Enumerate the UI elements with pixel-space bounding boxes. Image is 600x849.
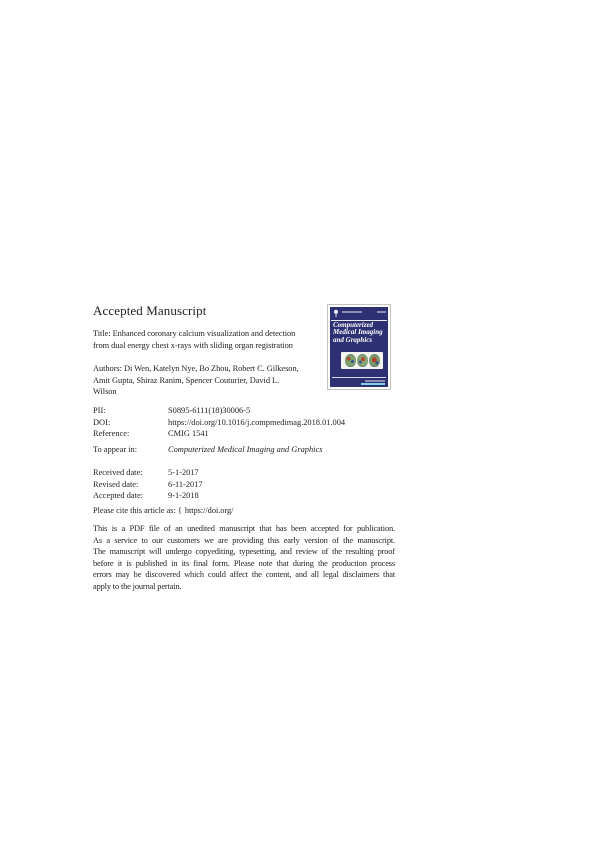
article-title-line: from dual energy chest x-rays with sliding organ registration [93, 340, 293, 350]
cover-header-text-bar [342, 311, 362, 313]
article-title [93, 328, 295, 351]
pii-value: S0895-6111(18)30006-5 [168, 406, 251, 415]
page-title: Accepted Manuscript [93, 303, 207, 318]
reference-label: Reference: [93, 429, 130, 438]
cover-brain-scan-panel [341, 352, 383, 369]
revised-date-value: 6-11-2017 [168, 479, 203, 489]
article-title-line: Title: Enhanced coronary calcium visualization and detection [93, 329, 296, 338]
accepted-date-value: 9-1-2018 [168, 491, 199, 500]
disclaimer-line: apply to the journal pertain. [93, 581, 182, 591]
cover-issue-text-bar [377, 311, 386, 313]
cover-divider [332, 377, 386, 378]
brain-scan-thumbnail [345, 354, 356, 367]
sciencedirect-text-bar [361, 383, 385, 385]
accepted-date-label: Accepted date: [93, 491, 143, 500]
article-authors-line: Wilson [93, 387, 117, 396]
doi-link[interactable]: https://doi.org/10.1016/j.compmedimag.2018.01.004 [168, 417, 346, 427]
article-authors [93, 363, 299, 398]
article-authors-line: Amit Gupta, Shiraz Ranim, Spencer Couturier, David L. [93, 375, 280, 385]
identifier-block [93, 405, 345, 440]
disclaimer-paragraph [93, 523, 395, 592]
to-appear-label: To appear in: [93, 445, 138, 454]
dates-block [93, 467, 203, 502]
brain-scan-thumbnail [369, 354, 380, 367]
journal-cover [327, 304, 391, 390]
journal-title-line: Medical Imaging [333, 328, 383, 337]
reference-value: CMIG 1541 [168, 429, 209, 438]
revised-date-label: Revised date: [93, 479, 139, 489]
cover-footer-text-bar [365, 380, 385, 382]
journal-title-line: and Graphics [333, 335, 373, 344]
elsevier-tree-icon [333, 309, 339, 318]
pii-label: PII: [93, 406, 106, 415]
to-appear-block [93, 444, 322, 456]
journal-cover-front [330, 307, 388, 387]
article-authors-line: Authors: Di Wen, Katelyn Nye, Bo Zhou, Robert C. Gilkeson, [93, 364, 299, 373]
disclaimer-line: This is a PDF file of an unedited manuscript that has been accepted for publication. [93, 524, 395, 533]
disclaimer-line: before it is published in its final form. Please note that during the production process [93, 558, 395, 568]
to-appear-journal: Computerized Medical Imaging and Graphics [168, 445, 323, 454]
received-date-label: Received date: [93, 468, 143, 477]
journal-title-line: Computerized [333, 321, 374, 329]
disclaimer-line: errors may be discovered which could affect the content, and all legal disclaimers that [93, 570, 395, 579]
doi-label: DOI: [93, 417, 111, 427]
citation-doi-link[interactable]: https://doi.org/ [184, 506, 234, 515]
disclaimer-line: The manuscript will undergo copyediting, typesetting, and review of the resulting proof [93, 547, 395, 556]
citation-prefix: Please cite this article as: { [93, 506, 182, 515]
received-date-value: 5-1-2017 [168, 468, 199, 477]
citation-line [93, 505, 233, 517]
disclaimer-line: As a service to our customers we are providing this early version of the manuscript. [93, 535, 395, 545]
brain-scan-thumbnail [357, 354, 368, 367]
journal-title [333, 322, 383, 344]
